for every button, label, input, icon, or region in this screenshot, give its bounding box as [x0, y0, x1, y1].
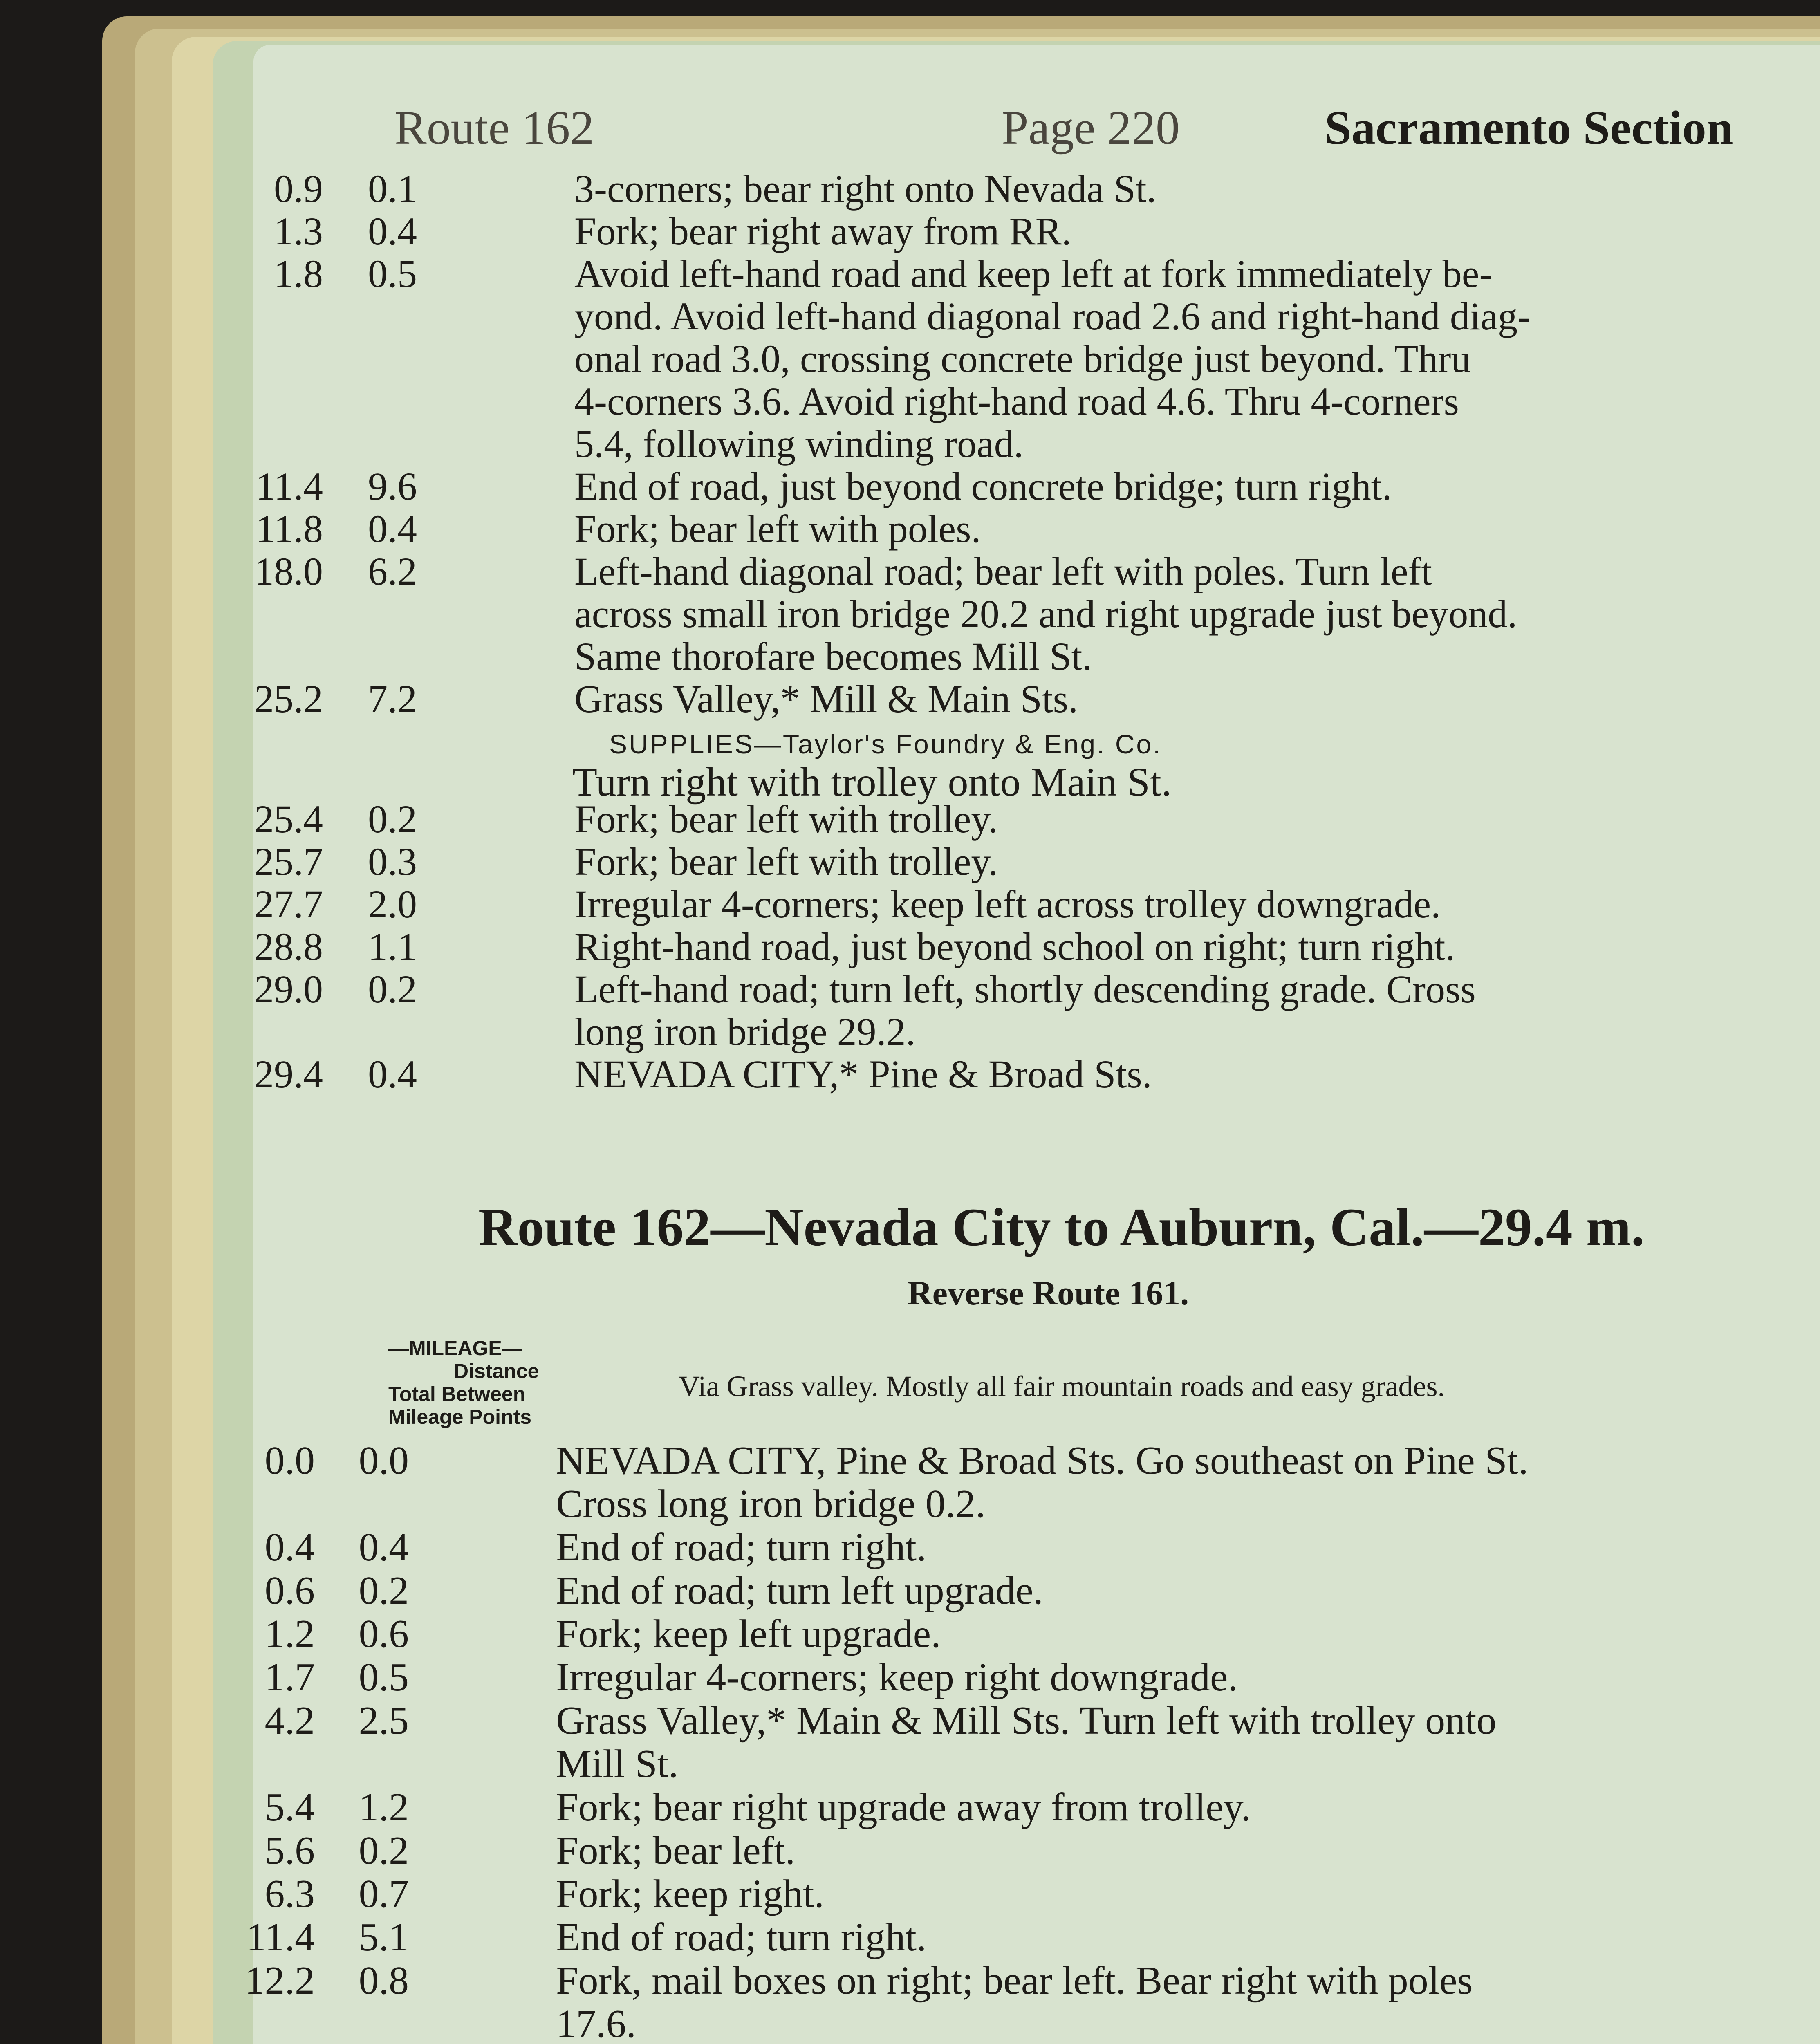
- direction-text: Left-hand road; turn left, shortly descending grade. Cross: [574, 967, 1476, 1011]
- distance-label: Distance: [454, 1360, 539, 1383]
- direction-text: Fork, mail boxes on right; bear left. Bear right with poles: [556, 1959, 1473, 2003]
- header-section: Sacramento Section: [1325, 101, 1733, 155]
- turn-line: Turn right with trolley onto Main St.: [572, 759, 1172, 805]
- between-mileage: 0.1: [368, 167, 417, 211]
- total-between-label: Total Between: [388, 1383, 526, 1405]
- total-mileage: 0.9: [274, 167, 323, 211]
- total-mileage: 0.0: [264, 1439, 315, 1483]
- direction-text: across small iron bridge 20.2 and right upgrade just beyond.: [574, 592, 1517, 636]
- direction-text: End of road, just beyond concrete bridge; turn right.: [574, 464, 1392, 508]
- direction-text: 4-corners 3.6. Avoid right-hand road 4.6. Thru 4-corners: [574, 379, 1459, 423]
- direction-text: 17.6.: [556, 2002, 636, 2044]
- between-mileage: 0.2: [359, 1569, 409, 1613]
- between-mileage: 2.0: [368, 882, 417, 926]
- direction-text: NEVADA CITY, Pine & Broad Sts. Go southeast on Pine St.: [556, 1439, 1529, 1483]
- between-mileage: 0.2: [368, 797, 417, 841]
- total-mileage: 11.4: [246, 1915, 315, 1959]
- total-mileage: 1.7: [264, 1655, 315, 1699]
- direction-text: Fork; bear right away from RR.: [574, 209, 1071, 253]
- direction-text: Grass Valley,* Main & Mill Sts. Turn left with trolley onto: [556, 1699, 1497, 1743]
- direction-text: NEVADA CITY,* Pine & Broad Sts.: [574, 1052, 1152, 1096]
- direction-text: onal road 3.0, crossing concrete bridge just beyond. Thru: [574, 337, 1471, 381]
- between-mileage: 0.4: [368, 507, 417, 551]
- between-mileage: 0.2: [368, 967, 417, 1011]
- direction-text: 3-corners; bear right onto Nevada St.: [574, 167, 1157, 211]
- direction-text: Avoid left-hand road and keep left at fork immediately be-: [574, 252, 1493, 296]
- between-mileage: 2.5: [359, 1699, 409, 1743]
- supplies-line: SUPPLIES—Taylor's Foundry & Eng. Co.: [609, 729, 1162, 759]
- total-mileage: 29.4: [254, 1052, 323, 1096]
- total-mileage: 25.4: [254, 797, 323, 841]
- direction-text: yond. Avoid left-hand diagonal road 2.6 and right-hand diag-: [574, 294, 1531, 338]
- header-page-number: Page 220: [1002, 101, 1180, 155]
- total-mileage: 6.3: [264, 1872, 315, 1916]
- between-mileage: 1.2: [359, 1785, 409, 1829]
- between-mileage: 0.4: [368, 209, 417, 253]
- direction-text: End of road; turn left upgrade.: [556, 1569, 1043, 1613]
- mileage-label: —MILEAGE—: [388, 1337, 522, 1360]
- direction-text: Fork; bear left with poles.: [574, 507, 981, 551]
- total-mileage: 12.2: [244, 1959, 315, 2003]
- between-mileage: 0.0: [359, 1439, 409, 1483]
- total-mileage: 25.2: [254, 677, 323, 721]
- direction-text: Left-hand diagonal road; bear left with poles. Turn left: [574, 549, 1432, 593]
- direction-text: Mill St.: [556, 1742, 679, 1786]
- total-mileage: 11.4: [256, 464, 323, 508]
- total-mileage: 11.8: [256, 507, 323, 551]
- between-mileage: 0.5: [368, 252, 417, 296]
- total-mileage: 28.8: [254, 925, 323, 968]
- total-mileage: 27.7: [254, 882, 323, 926]
- direction-text: Grass Valley,* Mill & Main Sts.: [574, 677, 1078, 721]
- total-mileage: 18.0: [254, 549, 323, 593]
- direction-text: End of road; turn right.: [556, 1915, 927, 1959]
- total-mileage: 1.2: [264, 1612, 315, 1656]
- between-mileage: 0.8: [359, 1959, 409, 2003]
- direction-text: Fork; bear left.: [556, 1829, 796, 1873]
- direction-text: Fork; keep right.: [556, 1872, 824, 1916]
- total-mileage: 1.8: [274, 252, 323, 296]
- between-mileage: 9.6: [368, 464, 417, 508]
- direction-text: Cross long iron bridge 0.2.: [556, 1482, 986, 1526]
- between-mileage: 0.4: [368, 1052, 417, 1096]
- direction-text: Right-hand road, just beyond school on right; turn right.: [574, 925, 1455, 968]
- total-mileage: 0.6: [264, 1569, 315, 1613]
- total-mileage: 25.7: [254, 840, 323, 883]
- reverse-route: Reverse Route 161.: [908, 1274, 1189, 1312]
- between-mileage: 0.3: [368, 840, 417, 883]
- between-mileage: 7.2: [368, 677, 417, 721]
- total-mileage: 4.2: [264, 1699, 315, 1743]
- direction-text: Same thorofare becomes Mill St.: [574, 634, 1092, 678]
- mileage-column-header: [388, 1337, 539, 1428]
- total-mileage: 29.0: [254, 967, 323, 1011]
- total-mileage: 0.4: [264, 1525, 315, 1569]
- between-mileage: 1.1: [368, 925, 417, 968]
- direction-text: Irregular 4-corners; keep right downgrade.: [556, 1655, 1238, 1699]
- direction-text: Fork; bear right upgrade away from trolley.: [556, 1785, 1251, 1829]
- direction-text: 5.4, following winding road.: [574, 422, 1024, 466]
- direction-text: End of road; turn right.: [556, 1525, 927, 1569]
- direction-text: Fork; bear left with trolley.: [574, 840, 998, 883]
- between-mileage: 0.6: [359, 1612, 409, 1656]
- between-mileage: 0.4: [359, 1525, 409, 1569]
- route-title: Route 162—Nevada City to Auburn, Cal.—29.4 m.: [478, 1197, 1645, 1257]
- between-mileage: 6.2: [368, 549, 417, 593]
- book-page: [244, 45, 1820, 2044]
- between-mileage: 5.1: [359, 1915, 409, 1959]
- direction-text: Fork; bear left with trolley.: [574, 797, 998, 841]
- between-mileage: 0.5: [359, 1655, 409, 1699]
- between-mileage: 0.2: [359, 1829, 409, 1873]
- total-mileage: 5.4: [264, 1785, 315, 1829]
- direction-text: Irregular 4-corners; keep left across trolley downgrade.: [574, 882, 1441, 926]
- direction-text: Fork; keep left upgrade.: [556, 1612, 941, 1656]
- between-mileage: 0.7: [359, 1872, 409, 1916]
- route-summary: Via Grass valley. Mostly all fair mountain roads and easy grades.: [679, 1370, 1445, 1403]
- direction-text: long iron bridge 29.2.: [574, 1010, 916, 1053]
- total-mileage: 1.3: [274, 209, 323, 253]
- header-route: Route 162: [394, 101, 594, 155]
- mileage-points-label: Mileage Points: [388, 1405, 532, 1428]
- total-mileage: 5.6: [264, 1829, 315, 1873]
